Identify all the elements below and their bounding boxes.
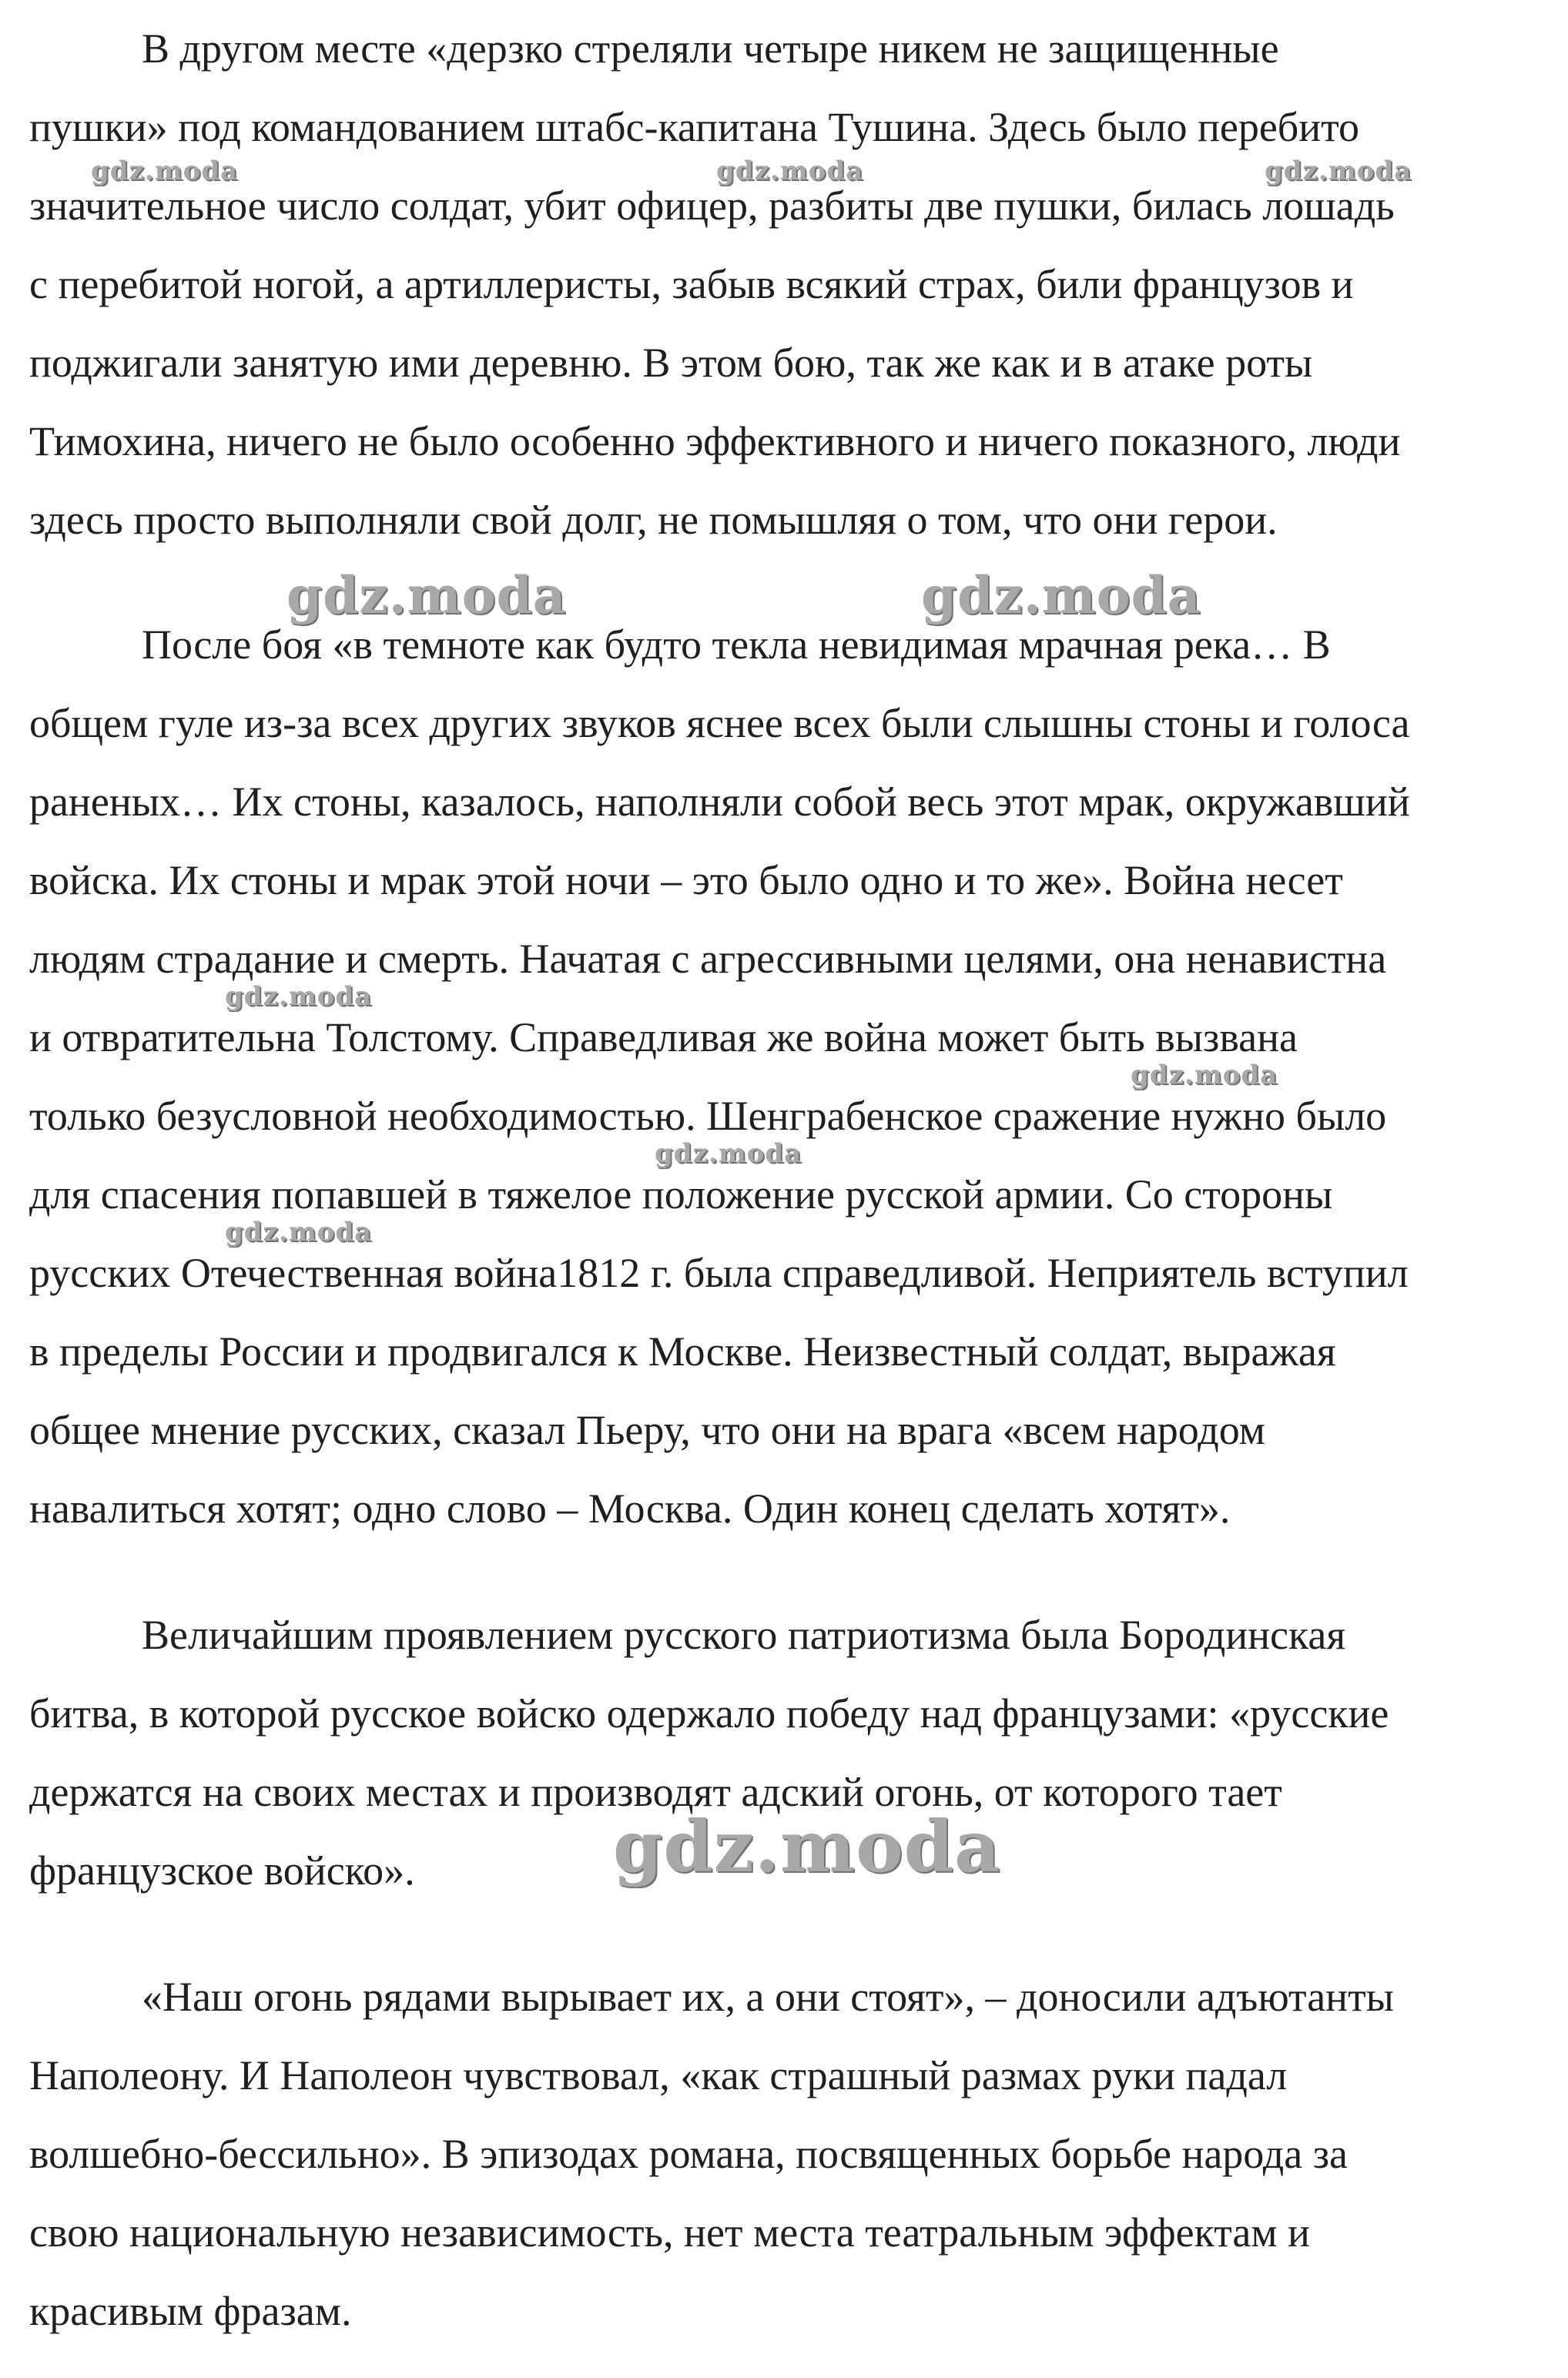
watermark: gdz.moda	[613, 1805, 1001, 1888]
text-line: войска. Их стоны и мрак этой ночи – это было одно и то же». Война несет	[29, 857, 1343, 903]
text-line: красивым фразам.	[29, 2288, 352, 2334]
text-line: держатся на своих местах и производят адский огонь, от которого тает	[29, 1769, 1282, 1815]
paragraph-4	[29, 1958, 1562, 2350]
text-line: в пределы России и продвигался к Москве. Неизвестный солдат, выражая	[29, 1328, 1336, 1375]
text-line: В другом месте «дерзко стреляли четыре никем не защищенные	[142, 25, 1279, 72]
watermark: gdz.moda	[91, 156, 239, 186]
watermark: gdz.moda	[1265, 156, 1412, 186]
text-line: раненых… Их стоны, казалось, наполняли собой весь этот мрак, окружавший	[29, 779, 1410, 825]
text-line: для спасения попавшей в тяжелое положение русской армии. Со стороны	[29, 1171, 1333, 1217]
text-line: свою национальную независимость, нет места театральным эффектам и	[29, 2209, 1310, 2256]
paragraph-1	[29, 9, 1562, 559]
text-line: волшебно-бессильно». В эпизодах романа, посвященных борьбе народа за	[29, 2131, 1348, 2177]
text-line: Наполеону. И Наполеон чувствовал, «как страшный размах руки падал	[29, 2052, 1288, 2098]
text-line: французское войско».	[29, 1847, 415, 1894]
text-line: битва, в которой русское войско одержало победу над французами: «русские	[29, 1690, 1389, 1737]
watermark: gdz.moda	[286, 565, 567, 625]
text-line: здесь просто выполняли свой долг, не помышляя о том, что они герои.	[29, 497, 1278, 543]
paragraph-2	[29, 605, 1562, 1548]
text-line: общем гуле из-за всех других звуков яснее всех были слышны стоны и голоса	[29, 700, 1410, 746]
text-line: поджигали занятую ими деревню. В этом бою, так же как и в атаке роты	[29, 340, 1313, 386]
text-line: общее мнение русских, сказал Пьеру, что они на врага «всем народом	[29, 1407, 1265, 1453]
text-line: пушки» под командованием штабс-капитана Тушина. Здесь было перебито	[29, 104, 1360, 150]
text-line: После боя «в темноте как будто текла невидимая мрачная река… В	[142, 621, 1331, 668]
text-line: только безусловной необходимостью. Шенграбенское сражение нужно было	[29, 1093, 1387, 1139]
watermark: gdz.moda	[1131, 1060, 1278, 1090]
text-line: навалиться хотят; одно слово – Москва. Один конец сделать хотят».	[29, 1485, 1231, 1532]
text-line: русских Отечественная война1812 г. была справедливой. Неприятель вступил	[29, 1250, 1409, 1296]
text-line: с перебитой ногой, а артиллеристы, забыв всякий страх, били французов и	[29, 261, 1354, 307]
text-line: Величайшим проявлением русского патриотизма была Бородинская	[142, 1612, 1346, 1658]
text-line: людям страдание и смерть. Начатая с агрессивными целями, она ненавистна	[29, 936, 1387, 982]
watermark: gdz.moda	[921, 565, 1201, 625]
watermark: gdz.moda	[225, 1217, 373, 1248]
watermark: gdz.moda	[225, 981, 373, 1012]
watermark: gdz.moda	[655, 1138, 802, 1169]
text-line: Тимохина, ничего не было особенно эффективного и ничего показного, люди	[29, 418, 1401, 464]
text-line: и отвратительна Толстому. Справедливая же война может быть вызвана	[29, 1014, 1298, 1060]
text-line: значительное число солдат, убит офицер, разбиты две пушки, билась лошадь	[29, 183, 1395, 229]
text-line: «Наш огонь рядами вырывает их, а они стоят», – доносили адъютанты	[142, 1974, 1394, 2020]
watermark: gdz.moda	[716, 156, 864, 186]
